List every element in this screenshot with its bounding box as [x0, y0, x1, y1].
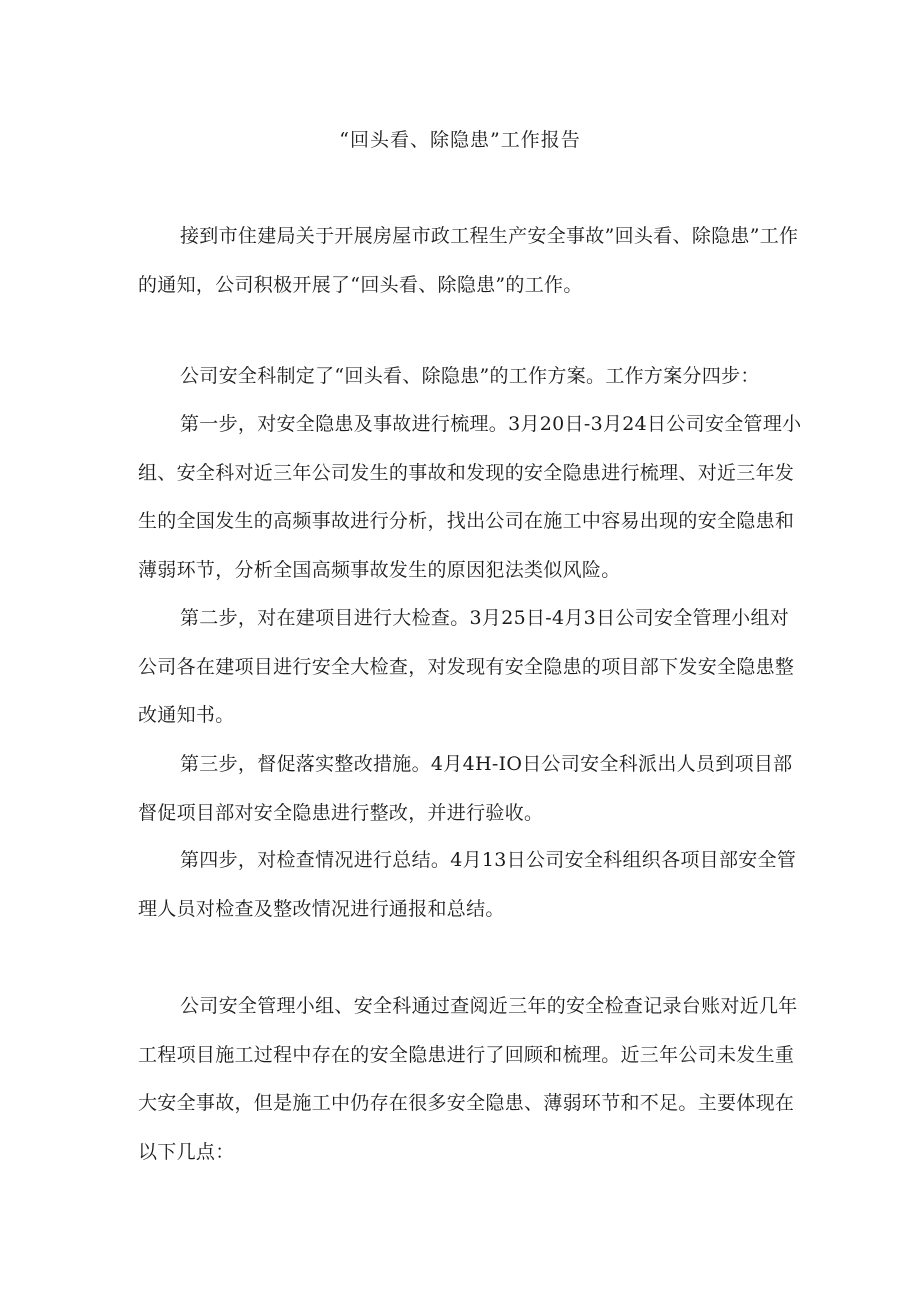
paragraph-step-four: 第四步，对检查情况进行总结。4月13日公司安全科组织各项目部安全管理人员对检查及整改情况进行通报和总结。 — [138, 849, 797, 920]
paragraph-plan-intro: 公司安全科制定了“回头看、除隐患”的工作方案。工作方案分四步： — [180, 365, 760, 387]
paragraph-step-three: 第三步，督促落实整改措施。4月4H-IO日公司安全科派出人员到项目部督促项目部对安全隐患进行整改，并进行验收。 — [138, 753, 793, 824]
paragraph-step-two: 第二步，对在建项目进行大检查。3月25日-4月3日公司安全管理小组对公司各在建项目进行安全大检查，对发现有安全隐患的项目部下发安全隐患整改通知书。 — [138, 607, 795, 726]
document-title: “回头看、除隐患”工作报告 — [339, 129, 581, 151]
paragraph-review-summary: 公司安全管理小组、安全科通过查阅近三年的安全检查记录台账对近几年工程项目施工过程中存在的安全隐患进行了回顾和梳理。近三年公司未发生重大安全事故，但是施工中仍存在很多安全隐患、薄弱环节和不足。主要体现在以下几点： — [138, 995, 798, 1163]
paragraph-step-one: 第一步，对安全隐患及事故进行梳理。3月20日-3月24日公司安全管理小组、安全科对近三年公司发生的事故和发现的安全隐患进行梳理、对近三年发生的全国发生的高频事故进行分析，找出公司在施工中容易出现的安全隐患和薄弱环节，分析全国高频事故发生的原因犯法类似风险。 — [138, 413, 802, 581]
paragraph-notice: 接到市住建局关于开展房屋市政工程生产安全事故”回头看、除隐患”工作的通知，公司积极开展了“回头看、除隐患”的工作。 — [138, 225, 799, 296]
